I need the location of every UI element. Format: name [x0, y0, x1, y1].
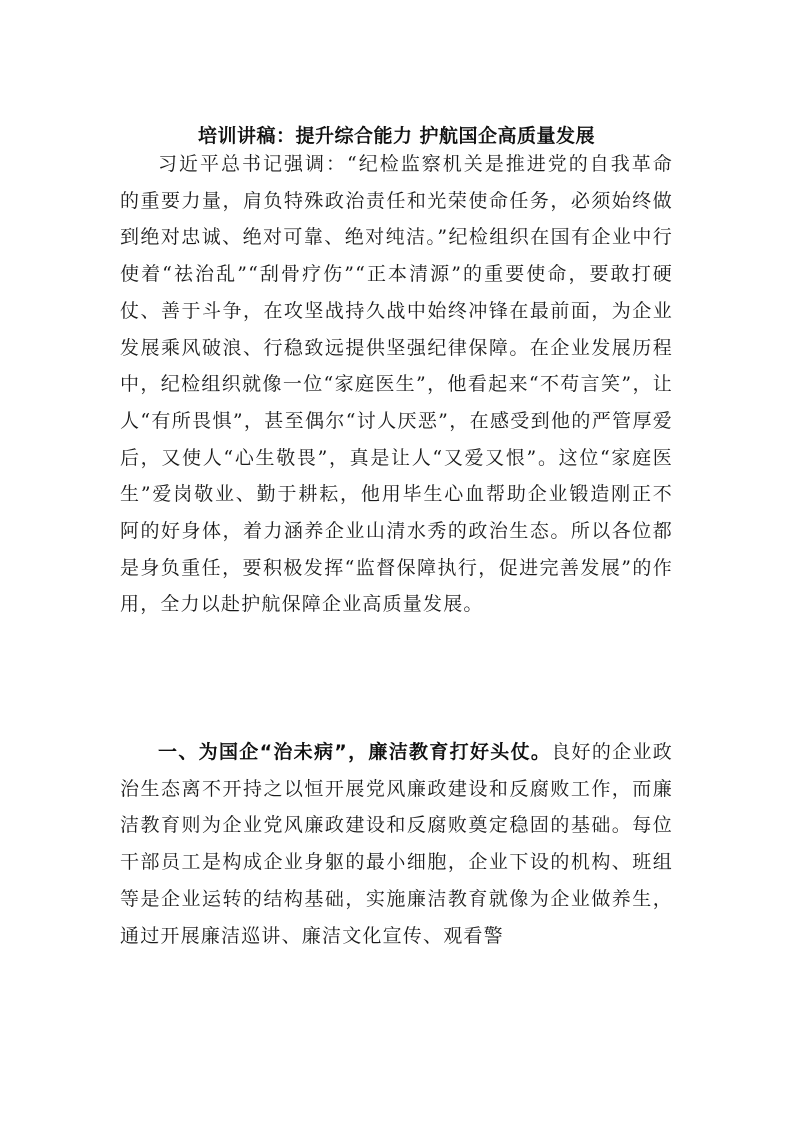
body-paragraph: [120, 146, 673, 623]
section-heading: 一、为国企“治未病”，廉洁教育打好头仗。: [158, 741, 552, 763]
paragraph-text: 良好的企业政治生态离不开持之以恒开展党风廉政建设和反腐败工作，而廉洁教育则为企业党风廉政建设和反腐败奠定稳固的基础。每位干部员工是构成企业身躯的最小细胞，企业下设的机构、班组等是企业运转的结构基础，实施廉洁教育就像为企业做养生，通过开展廉洁巡讲、廉洁文化宣传、观看警: [120, 741, 673, 947]
document-title: 培训讲稿：提升综合能力 护航国企高质量发展: [197, 125, 596, 147]
paragraph-text: 习近平总书记强调：“纪检监察机关是推进党的自我革命的重要力量，肩负特殊政治责任和光荣使命任务，必须始终做到绝对忠诚、绝对可靠、绝对纯洁。”纪检组织在国有企业中行使着“祛治乱”“刮骨疗伤”“正本清源”的重要使命，要敢打硬仗、善于斗争，在攻坚战持久战中始终冲锋在最前面，为企业发展乘风破浪、行稳致远提供坚强纪律保障。在企业发展历程中，纪检组织就像一位“家庭医生”，他看起来“不苟言笑”，让人“有所畏惧”，甚至偶尔“讨人厌恶”，在感受到他的严管厚爱后，又使人“心生敬畏”，真是让人“又爱又恨”。这位“家庭医生”爱岗敬业、勤于耕耘，他用毕生心血帮助企业锻造刚正不阿的好身体，着力涵养企业山清水秀的政治生态。所以各位都是身负重任，要积极发挥“监督保障执行，促进完善发展”的作用，全力以赴护航保障企业高质量发展。: [120, 153, 673, 616]
body-paragraph: [120, 734, 673, 954]
